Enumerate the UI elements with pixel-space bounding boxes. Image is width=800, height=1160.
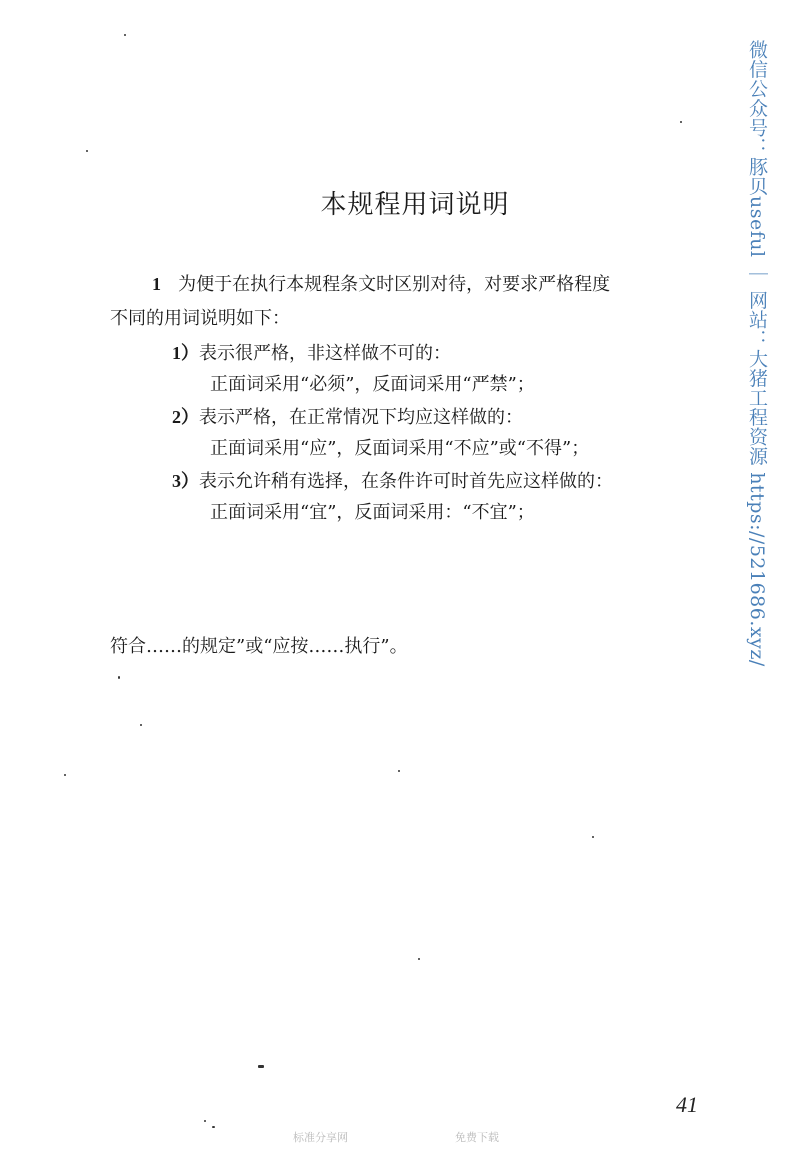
footer-mark-right: 免费下载 <box>455 1131 499 1144</box>
item-3-heading: 表示允许稍有选择，在条件许可时首先应这样做的： <box>199 471 613 492</box>
scan-speck <box>418 958 420 960</box>
scan-speck <box>86 150 88 152</box>
scan-speck <box>592 836 594 838</box>
intro-number: 1 <box>152 274 161 294</box>
item-2-heading: 表示严格，在正常情况下均应这样做的： <box>199 407 523 428</box>
item-3-heading-line <box>172 468 613 495</box>
footer-mark-left: 标准分享网 <box>293 1131 348 1144</box>
page-title: 本规程用词说明 <box>320 190 510 220</box>
intro-line-2: 不同的用词说明如下： <box>110 308 290 329</box>
scan-speck <box>212 1126 215 1128</box>
item-1-detail: 正面词采用“必须”，反面词采用“严禁”； <box>210 374 535 395</box>
page-number: 41 <box>676 1092 698 1117</box>
scan-speck <box>118 676 120 679</box>
scan-speck <box>64 774 66 776</box>
item-3-number: 3） <box>172 471 199 491</box>
scan-speck <box>204 1120 206 1122</box>
scan-speck <box>258 1065 264 1068</box>
item-1-heading: 表示很严格，非这样做不可的： <box>199 343 451 364</box>
scan-speck <box>398 770 400 772</box>
scan-speck <box>140 724 142 726</box>
item-1-heading-line <box>172 340 451 367</box>
scan-speck <box>680 121 682 123</box>
trailing-line: 符合……的规定”或“应按……执行”。 <box>110 636 408 657</box>
scan-speck <box>124 34 126 36</box>
item-3-detail: 正面词采用“宜”，反面词采用：“不宜”； <box>210 502 535 523</box>
item-1-number: 1） <box>172 343 199 363</box>
watermark-text: 微信公众号：豚贝useful ｜ 网站：大猪工程资源 https://521686.xyz/ <box>746 40 768 667</box>
item-2-detail: 正面词采用“应”，反面词采用“不应”或“不得”； <box>210 438 590 459</box>
item-2-heading-line <box>172 404 523 431</box>
intro-line-1 <box>152 271 610 298</box>
intro-text-line-1: 为便于在执行本规程条文时区别对待，对要求严格程度 <box>178 274 611 295</box>
item-2-number: 2） <box>172 407 199 427</box>
